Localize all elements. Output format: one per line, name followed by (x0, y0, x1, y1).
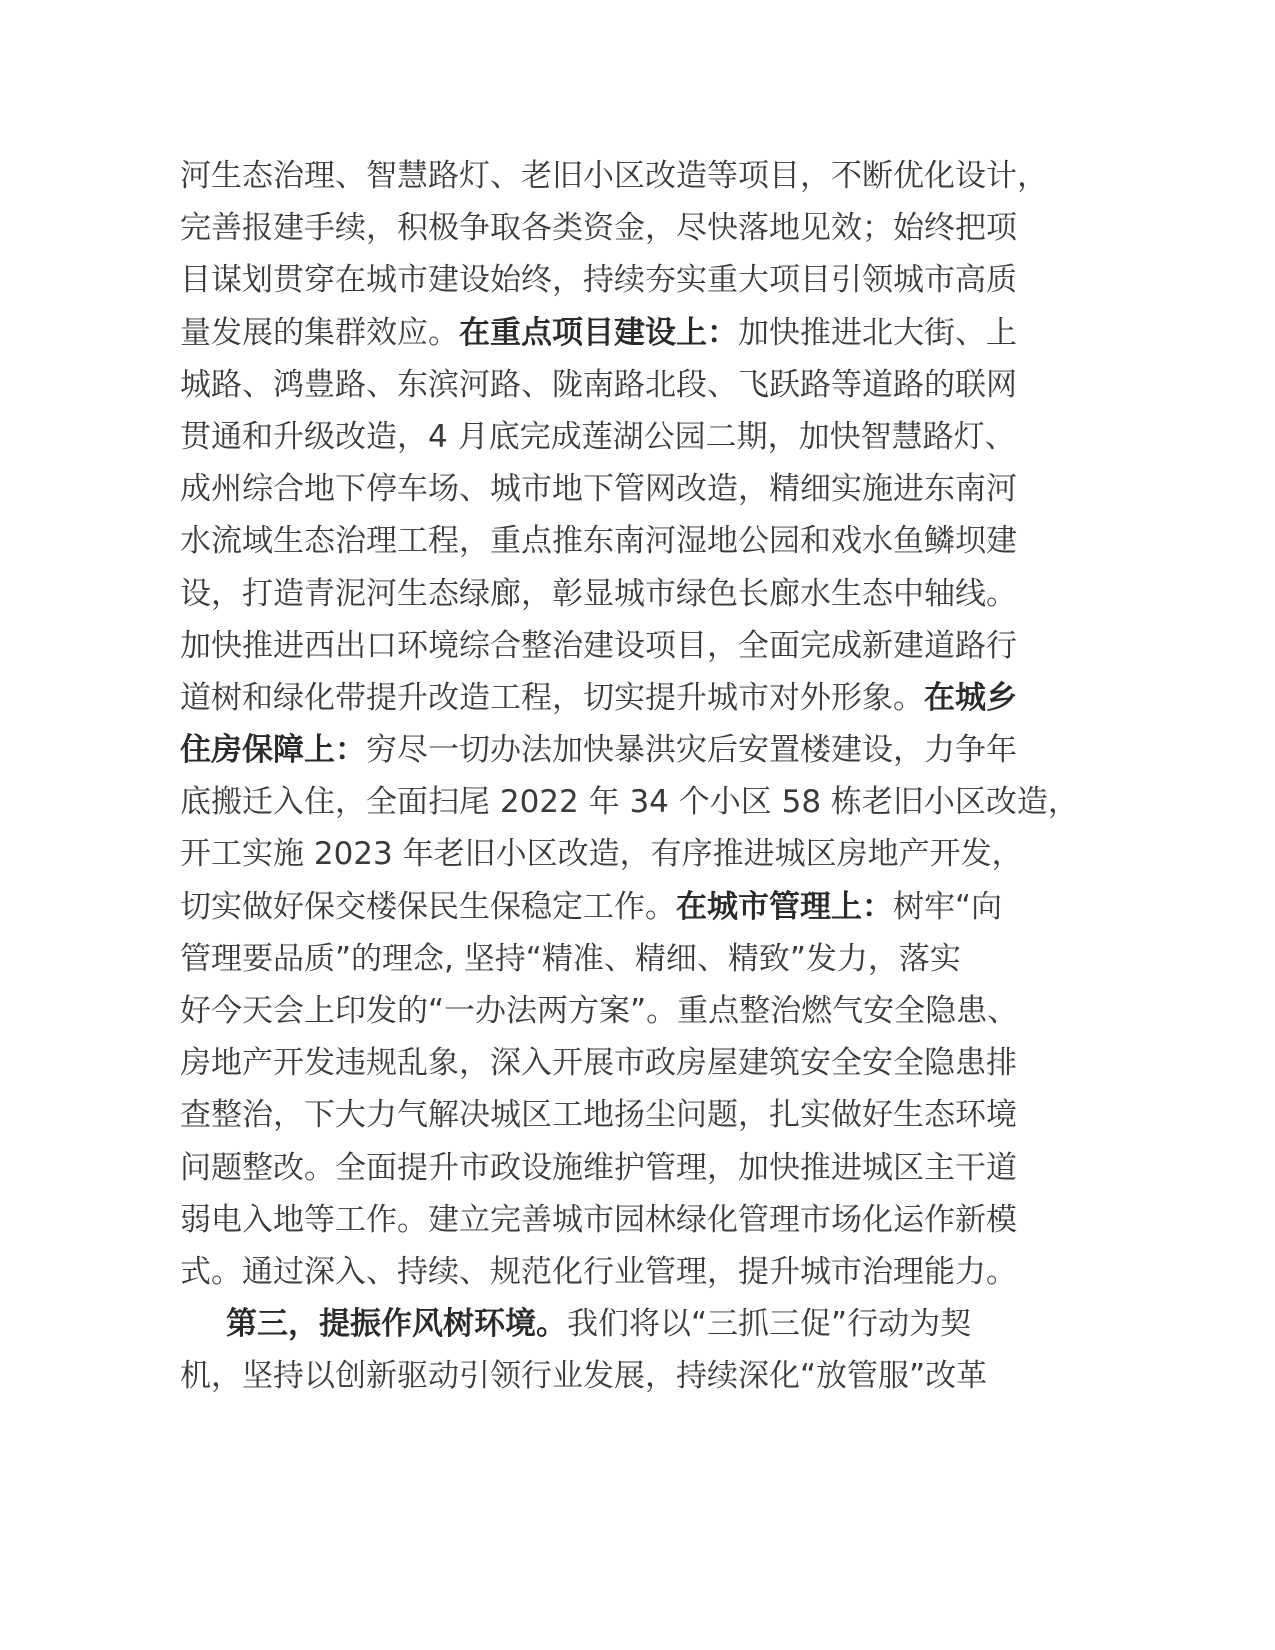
body-text-segment: 贯通和升级改造，4 月底完成莲湖公园二期，加快智慧路灯、 (180, 418, 1016, 455)
body-text-segment: 设，打造青泥河生态绿廊，彰显城市绿色长廊水生态中轴线。 (180, 575, 1017, 612)
text-line (180, 515, 1060, 567)
body-text-segment: 弱电入地等工作。建立完善城市园林绿化管理市场化运作新模 (180, 1201, 1017, 1238)
paragraph-start-line (180, 1298, 1060, 1350)
bold-heading-text: 住房保障上： (180, 732, 366, 769)
text-line (180, 568, 1060, 620)
body-text-segment: 机，坚持以创新驱动引领行业发展，持续深化“放管服”改革 (180, 1358, 988, 1395)
text-line (180, 828, 1060, 880)
text-line (180, 776, 1079, 828)
body-text-segment: 目谋划贯穿在城市建设始终，持续夯实重大项目引领城市高质 (180, 262, 1017, 299)
body-text-segment: 水流域生态治理工程，重点推东南河湿地公园和戏水鱼鳞坝建 (180, 523, 1017, 560)
text-line (180, 672, 1060, 724)
text-line (180, 463, 1060, 515)
text-line (180, 1142, 1060, 1194)
text-line (180, 1037, 1060, 1089)
text-line (180, 307, 1060, 359)
text-line (180, 359, 1060, 411)
body-text-segment: 查整治，下大力气解决城区工地扬尘问题，扎实做好生态环境 (180, 1097, 1017, 1134)
body-text-segment: 房地产开发违规乱象，深入开展市政房屋建筑安全安全隐患排 (180, 1045, 1017, 1082)
body-text-segment: 城路、鸿豊路、东滨河路、陇南路北段、飞跃路等道路的联网 (180, 366, 1017, 403)
body-text-segment: 问题整改。全面提升市政设施维护管理，加快推进城区主干道 (180, 1149, 1017, 1186)
text-line (180, 933, 1060, 985)
text-line (180, 1350, 1060, 1402)
text-line (180, 1089, 1060, 1141)
body-text-segment: 切实做好保交楼保民生保稳定工作。 (180, 888, 676, 925)
bold-heading-text: 第三，提振作风树环境。 (226, 1306, 567, 1343)
text-line (180, 985, 1060, 1037)
body-text-segment: 量发展的集群效应。 (180, 314, 459, 351)
body-text-segment: 道树和绿化带提升改造工程，切实提升城市对外形象。 (180, 679, 924, 716)
body-text-segment: 完善报建手续，积极争取各类资金，尽快落地见效；始终把项 (180, 210, 1017, 247)
text-line (180, 150, 1060, 202)
body-text (180, 150, 1079, 1403)
text-line (180, 724, 1060, 776)
text-line (180, 411, 1060, 463)
body-text-segment: 底搬迁入住，全面扫尾 2022 年 34 个小区 58 栋老旧小区改造， (180, 784, 1079, 821)
text-line (180, 254, 1060, 306)
text-line (180, 1246, 1060, 1298)
text-line (180, 202, 1060, 254)
bold-heading-text: 在城乡 (924, 679, 1017, 716)
body-text-segment: 式。通过深入、持续、规范化行业管理，提升城市治理能力。 (180, 1253, 1017, 1290)
body-text-segment: 好今天会上印发的“一办法两方案”。重点整治燃气安全隐患、 (180, 993, 1019, 1029)
body-text-segment: 加快推进西出口环境综合整治建设项目，全面完成新建道路行 (180, 627, 1017, 664)
body-text-segment: 我们将以“三抓三促”行动为契 (567, 1306, 972, 1343)
bold-heading-text: 在城市管理上： (676, 888, 893, 925)
body-text-segment: 成州综合地下停车场、城市地下管网改造，精细实施进东南河 (180, 471, 1017, 508)
body-text-segment: 开工实施 2023 年老旧小区改造，有序推进城区房地产开发， (180, 836, 1023, 873)
body-text-segment: 树牢“向 (893, 888, 1003, 925)
text-line (180, 620, 1060, 672)
text-line (180, 881, 1060, 933)
body-text-segment: 加快推进北大街、上 (738, 314, 1017, 351)
bold-heading-text: 在重点项目建设上： (459, 314, 738, 351)
body-text-segment: 河生态治理、智慧路灯、老旧小区改造等项目，不断优化设计， (180, 158, 1048, 194)
body-text-segment: 穷尽一切办法加快暴洪灾后安置楼建设，力争年 (366, 732, 1017, 769)
body-text-segment: 管理要品质”的理念, 坚持“精准、精细、精致”发力，落实 (180, 940, 961, 977)
text-line (180, 1194, 1060, 1246)
